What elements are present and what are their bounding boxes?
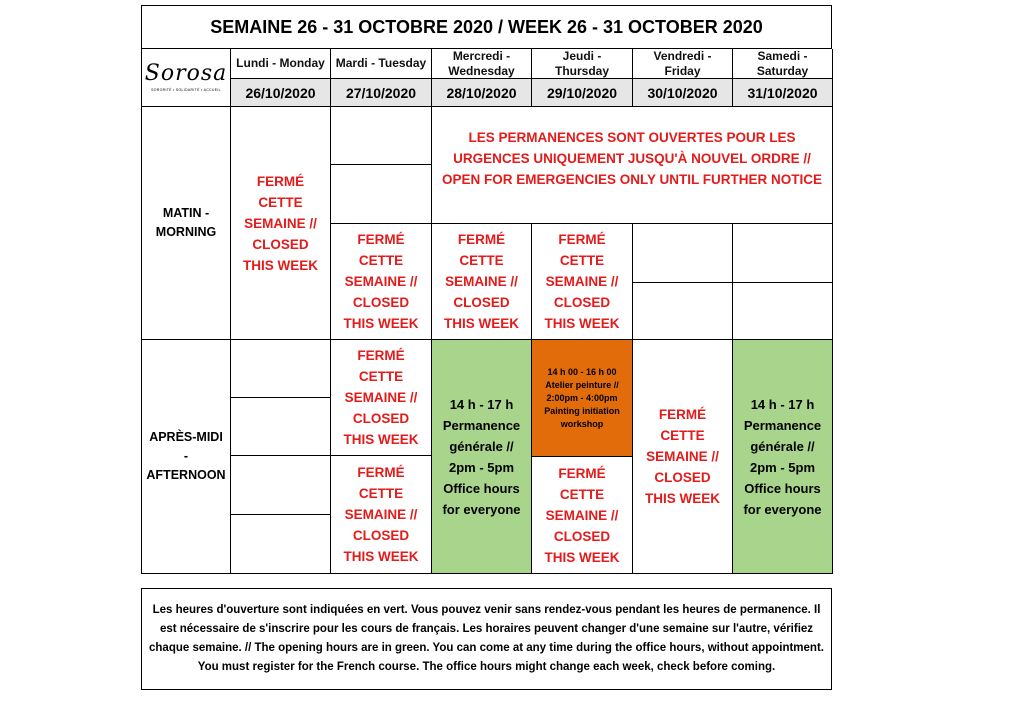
sorosa-logo — [142, 49, 231, 107]
day-header-thursday: Jeudi - Thursday — [532, 49, 633, 79]
empty-slot — [231, 515, 331, 574]
emergency-notice: LES PERMANENCES SONT OUVERTES POUR LES URGENCES UNIQUEMENT JUSQU'À NOUVEL ORDRE // OPEN FOR EMERGENCIES ONLY UNTIL FURTHER NOTICE — [432, 107, 833, 224]
footer-note: Les heures d'ouverture sont indiquées en vert. Vous pouvez venir sans rendez-vous pendant les heures de permanence. Il est nécessaire de s'inscrire pour les cours de français. Les horaires peuvent changer d'une semaine sur l'autre, vérifiez chaque semaine. // The opening hours are in green. You can come at any time during the office hours, without appointment. You must register for the French course. The office hours might change each week, check before coming. — [141, 588, 832, 690]
day-header-friday: Vendredi - Friday — [633, 49, 733, 79]
date-monday: 26/10/2020 — [231, 79, 331, 107]
date-tuesday: 27/10/2020 — [331, 79, 432, 107]
row-label-morning: MATIN - MORNING — [142, 107, 231, 340]
closed-thursday-morning: FERMÉ CETTE SEMAINE // CLOSED THIS WEEK — [532, 224, 633, 340]
day-header-tuesday: Mardi - Tuesday — [331, 49, 432, 79]
weekly-schedule-grid — [141, 49, 832, 574]
office-hours-wednesday: 14 h - 17 h Permanence générale // 2pm - 5pm Office hours for everyone — [432, 340, 532, 574]
empty-slot — [633, 283, 733, 340]
empty-slot — [231, 398, 331, 456]
empty-slot — [733, 283, 833, 340]
row-label-afternoon: APRÈS-MIDI - AFTERNOON — [142, 340, 231, 574]
closed-thursday-afternoon: FERMÉ CETTE SEMAINE // CLOSED THIS WEEK — [532, 457, 633, 574]
date-thursday: 29/10/2020 — [532, 79, 633, 107]
office-hours-saturday: 14 h - 17 h Permanence générale // 2pm - 5pm Office hours for everyone — [733, 340, 833, 574]
empty-slot — [733, 224, 833, 283]
closed-monday-morning: FERMÉ CETTE SEMAINE // CLOSED THIS WEEK — [231, 107, 331, 340]
date-saturday: 31/10/2020 — [733, 79, 833, 107]
closed-tuesday-afternoon-2: FERMÉ CETTE SEMAINE // CLOSED THIS WEEK — [331, 456, 432, 574]
date-wednesday: 28/10/2020 — [432, 79, 532, 107]
logo-tagline: SORORITÉ • SOLIDARITÉ • ACCUEIL — [151, 88, 221, 92]
closed-tuesday-morning: FERMÉ CETTE SEMAINE // CLOSED THIS WEEK — [331, 224, 432, 340]
painting-workshop-thursday: 14 h 00 - 16 h 00 Atelier peinture // 2:00pm - 4:00pm Painting initiation workshop — [532, 340, 633, 457]
schedule-title: SEMAINE 26 - 31 OCTOBRE 2020 / WEEK 26 - 31 OCTOBER 2020 — [141, 5, 832, 49]
closed-wednesday-morning: FERMÉ CETTE SEMAINE // CLOSED THIS WEEK — [432, 224, 532, 340]
day-header-monday: Lundi - Monday — [231, 49, 331, 79]
closed-friday-afternoon: FERMÉ CETTE SEMAINE // CLOSED THIS WEEK — [633, 340, 733, 574]
empty-slot — [633, 224, 733, 283]
empty-slot — [231, 456, 331, 515]
empty-slot — [231, 340, 331, 398]
date-friday: 30/10/2020 — [633, 79, 733, 107]
closed-tuesday-afternoon-1: FERMÉ CETTE SEMAINE // CLOSED THIS WEEK — [331, 340, 432, 456]
day-header-wednesday: Mercredi - Wednesday — [432, 49, 532, 79]
day-header-saturday: Samedi - Saturday — [733, 49, 833, 79]
empty-slot — [331, 107, 432, 165]
empty-slot — [331, 165, 432, 224]
logo-wordmark: Sorosa — [144, 61, 228, 86]
